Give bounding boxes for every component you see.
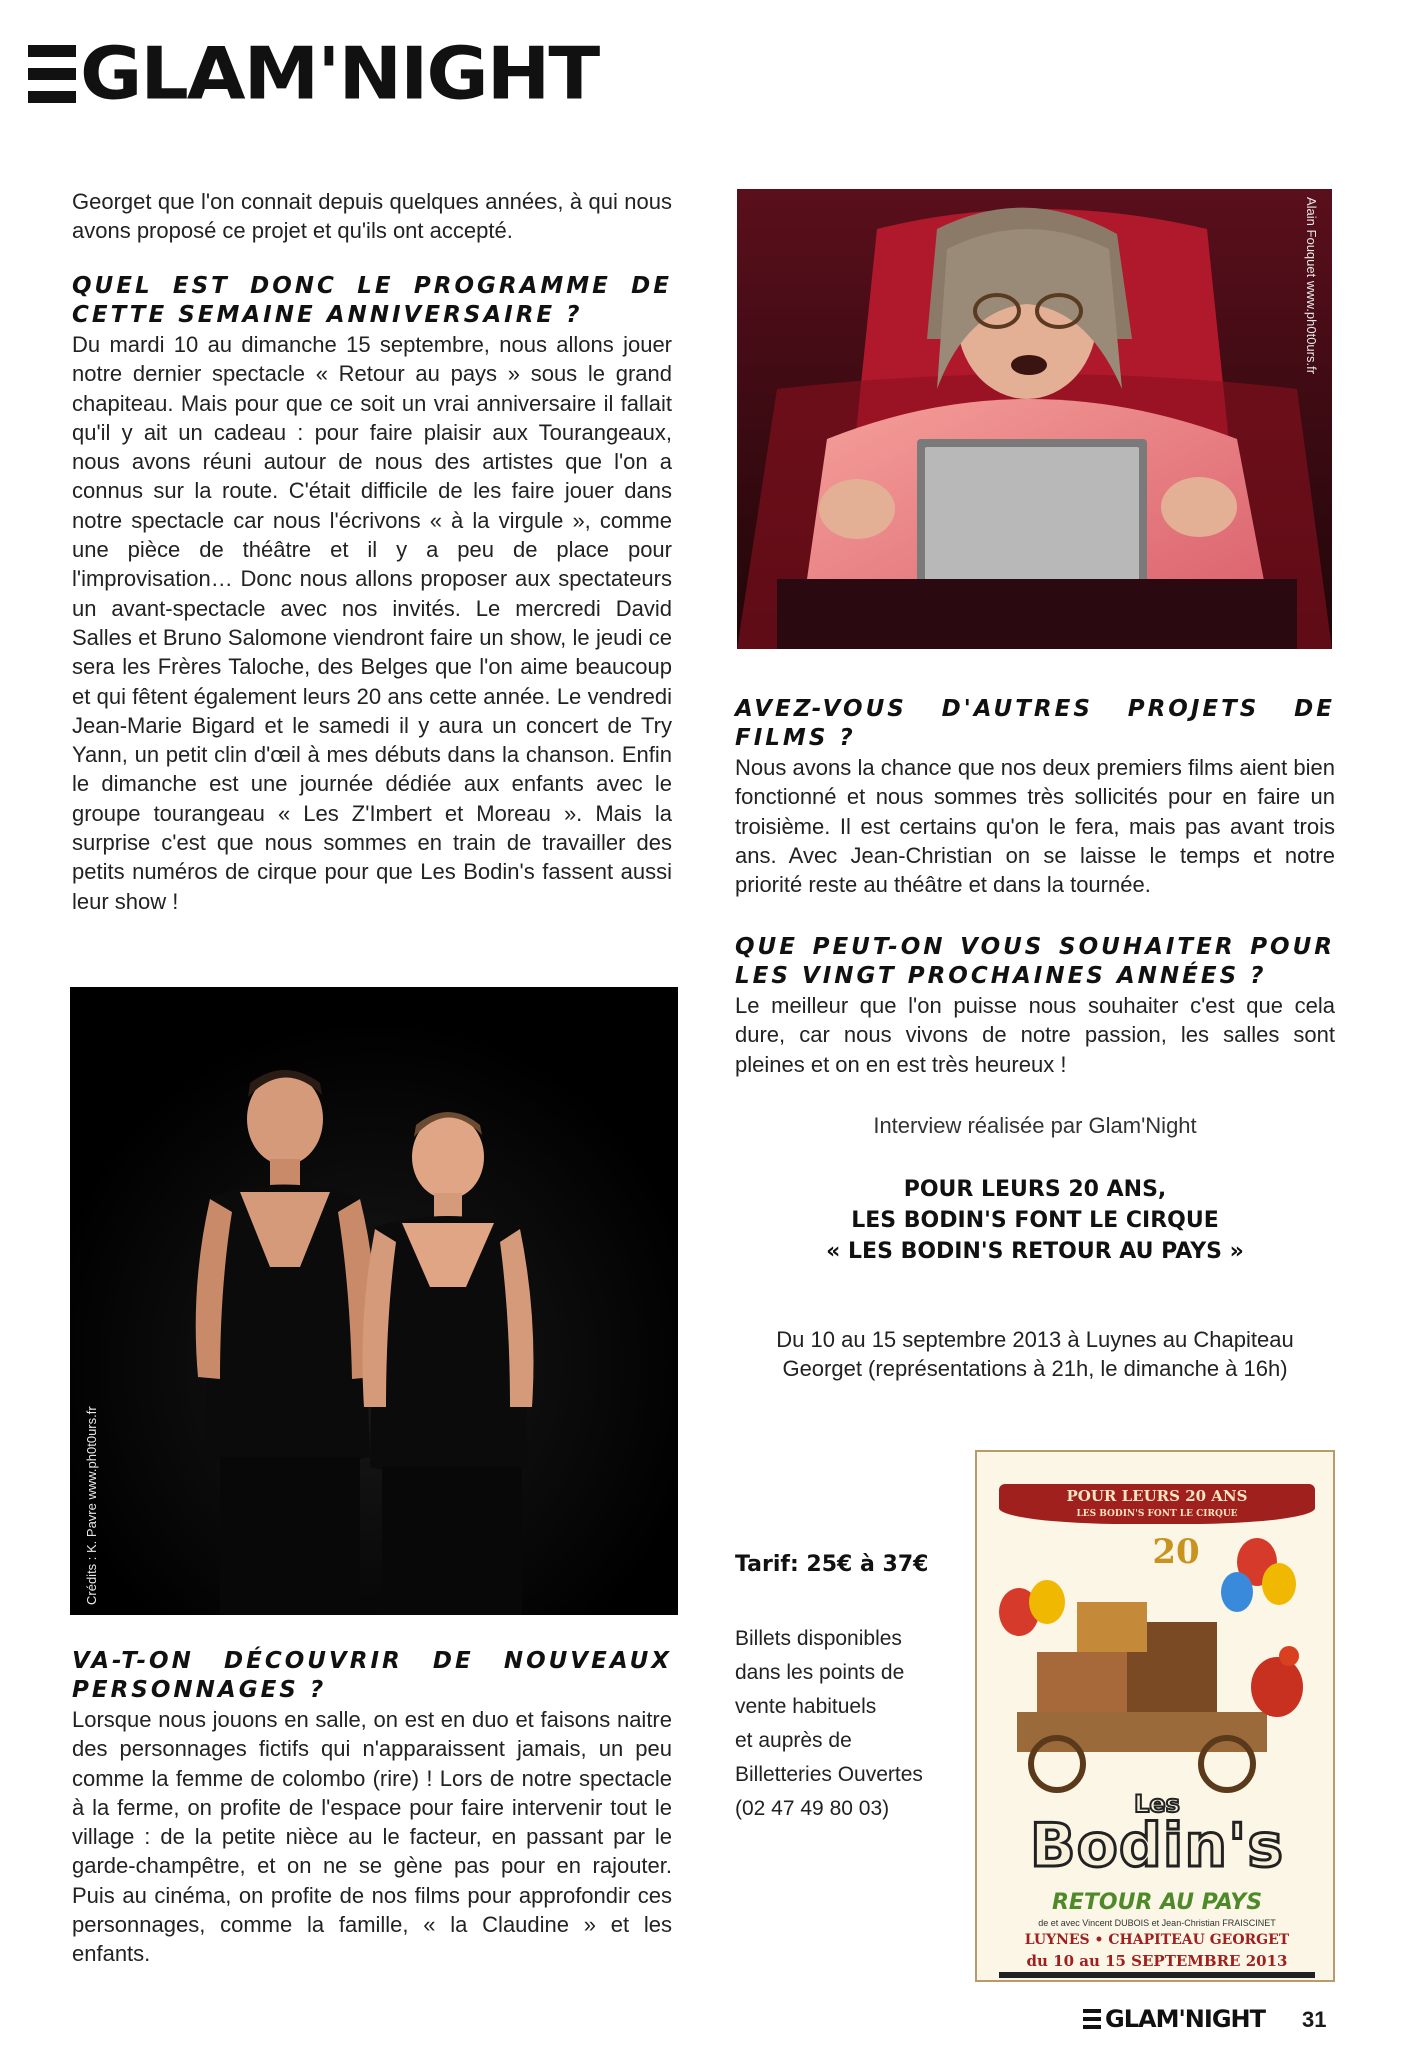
poster-dates: du 10 au 15 SEPTEMBRE 2013 bbox=[1026, 1952, 1288, 1970]
answer-text: Le meilleur que l'on puisse nous souhaiter c'est que cela dure, car nous vivons de notre passion, les salles sont pleines et on en est très heureux ! bbox=[735, 993, 1335, 1077]
question-heading: QUE PEUT-ON VOUS SOUHAITER POUR LES VINGT PROCHAINES ANNÉES ? bbox=[735, 934, 1335, 989]
poster-banner bbox=[999, 1484, 1315, 1524]
show-poster bbox=[975, 1450, 1335, 1982]
page-number: 31 bbox=[1302, 2007, 1327, 2032]
event-title-line: LES BODIN'S FONT LE CIRQUE bbox=[851, 1208, 1219, 1233]
ticket-info-line: Billetteries Ouvertes bbox=[735, 1763, 923, 1786]
ticket-info-line: Billets disponibles bbox=[735, 1627, 902, 1650]
performers-photo bbox=[70, 987, 678, 1615]
ticket-info bbox=[735, 1622, 965, 1826]
question-heading: QUEL EST DONC LE PROGRAMME DE CETTE SEMAINE ANNIVERSAIRE ? bbox=[72, 273, 672, 328]
character-illustration bbox=[737, 189, 1332, 649]
ticket-info-line: dans les points de bbox=[735, 1661, 905, 1684]
answer-text: Du mardi 10 au dimanche 15 septembre, nous allons jouer notre dernier spectacle « Retour au pays » sous le grand chapiteau. Mais pour que ce soit un vrai anniversaire il fallait qu'il y ait un cadeau : pour faire plaisir aux Tourangeaux, nous avons réuni autour de nous des artistes que l'on a connus sur la route. C'était difficile de les faire jouer dans notre spectacle car nous l'écrivons « à la virgule », comme une pièce de théâtre et il y a peu de place pour l'improvisation… Donc nous allons proposer aux spectateurs un avant-spectacle avec nos invités. Le mercredi David Salles et Bruno Salomone viendront faire un show, le jeudi ce sera les Frères Taloche, des Belges que l'on aime beaucoup et qui fêtent également leurs 20 ans cette année. Le vendredi Jean-Marie Bigard et le samedi il y aura un concert de Try Yann, un petit clin d'œil à mes débuts dans la chanson. Enfin le dimanche est une journée dédiée aux enfants avec le groupe tourangeau « Les Z'Imbert et Moreau ». Mais la surprise c'est que nous sommes en train de travailler des petits numéros de cirque pour que Les Bodin's fassent aussi leur show ! bbox=[72, 332, 672, 914]
event-title bbox=[735, 1174, 1335, 1267]
logo-text: GLAM'NIGHT bbox=[80, 31, 599, 116]
question-block-films bbox=[735, 695, 1335, 899]
question-block-programme bbox=[72, 272, 672, 916]
character-photo bbox=[737, 189, 1332, 649]
question-block-personnages bbox=[72, 1647, 672, 1969]
poster-subtitle: RETOUR AU PAYS bbox=[1051, 1890, 1263, 1915]
interview-credit: Interview réalisée par Glam'Night bbox=[873, 1113, 1197, 1138]
poster-brand bbox=[1001, 1790, 1313, 1881]
poster-anniversary-badge: 20 bbox=[1152, 1532, 1200, 1572]
magazine-logo bbox=[28, 31, 599, 116]
question-block-souhaits bbox=[735, 933, 1335, 1079]
intro-text: Georget que l'on connait depuis quelques années, à qui nous avons proposé ce projet et qu'ils ont accepté. bbox=[72, 189, 672, 244]
footer-logo bbox=[1083, 2005, 1265, 2033]
ticket-info-line: (02 47 49 80 03) bbox=[735, 1797, 890, 1820]
ticket-info-line: et auprès de bbox=[735, 1729, 852, 1752]
event-dates: Du 10 au 15 septembre 2013 à Luynes au Chapiteau Georget (représentations à 21h, le dimanche à 16h) bbox=[776, 1327, 1294, 1381]
ticket-price: Tarif: 25€ à 37€ bbox=[735, 1552, 929, 1577]
event-title-line: POUR LEURS 20 ANS, bbox=[903, 1177, 1167, 1202]
intro-paragraph bbox=[72, 187, 672, 246]
question-heading: VA-T-ON DÉCOUVRIR DE NOUVEAUX PERSONNAGES ? bbox=[72, 1648, 672, 1703]
poster-brand-les: Les bbox=[1134, 1790, 1180, 1818]
poster-place: LUYNES • CHAPITEAU GEORGET bbox=[1024, 1932, 1290, 1948]
poster-banner-line: POUR LEURS 20 ANS bbox=[1066, 1487, 1248, 1505]
logo-bars bbox=[1083, 2009, 1101, 2029]
logo-text: GLAM'NIGHT bbox=[1105, 2005, 1265, 2033]
poster-brand-bodins: Bodin's bbox=[1029, 1811, 1285, 1881]
photo-credit-top: Alain Fouquet www.ph0t0urs.fr bbox=[1304, 197, 1319, 375]
photo-credit-mid: Crédits : K. Pavre www.ph0t0urs.fr bbox=[84, 1406, 99, 1605]
poster-names: de et avec Vincent DUBOIS et Jean-Christian FRAISCINET bbox=[1038, 1918, 1276, 1928]
poster-banner-line: LES BODIN'S FONT LE CIRQUE bbox=[1076, 1509, 1238, 1519]
ticket-info-line: vente habituels bbox=[735, 1695, 877, 1718]
event-title-line: « LES BODIN'S RETOUR AU PAYS » bbox=[826, 1239, 1244, 1264]
answer-text: Lorsque nous jouons en salle, on est en duo et faisons naitre des personnages fictifs qui n'apparaissent jamais, un peu comme la femme de colombo (rire) ! Lors de notre spectacle à la ferme, on profite de l'espace pour faire intervenir tout le village : de la petite nièce au le facteur, en passant par le garde-champêtre, et on ne se gène pas pour en rajouter. Puis au cinéma, on profite de nos films pour approfondir ces personnages, comme la famille, « la Claudine » et les enfants. bbox=[72, 1707, 672, 1967]
question-heading: AVEZ-VOUS D'AUTRES PROJETS DE FILMS ? bbox=[735, 696, 1335, 751]
answer-text: Nous avons la chance que nos deux premiers films aient bien fonctionné et nous sommes très sollicités pour en faire un troisième. Il est certains qu'on le fera, mais pas avant trois ans. Avec Jean-Christian on se laisse le temps et notre priorité reste au théâtre et dans la tournée. bbox=[735, 755, 1335, 898]
performers-illustration bbox=[70, 987, 678, 1615]
logo-bars bbox=[28, 45, 76, 103]
